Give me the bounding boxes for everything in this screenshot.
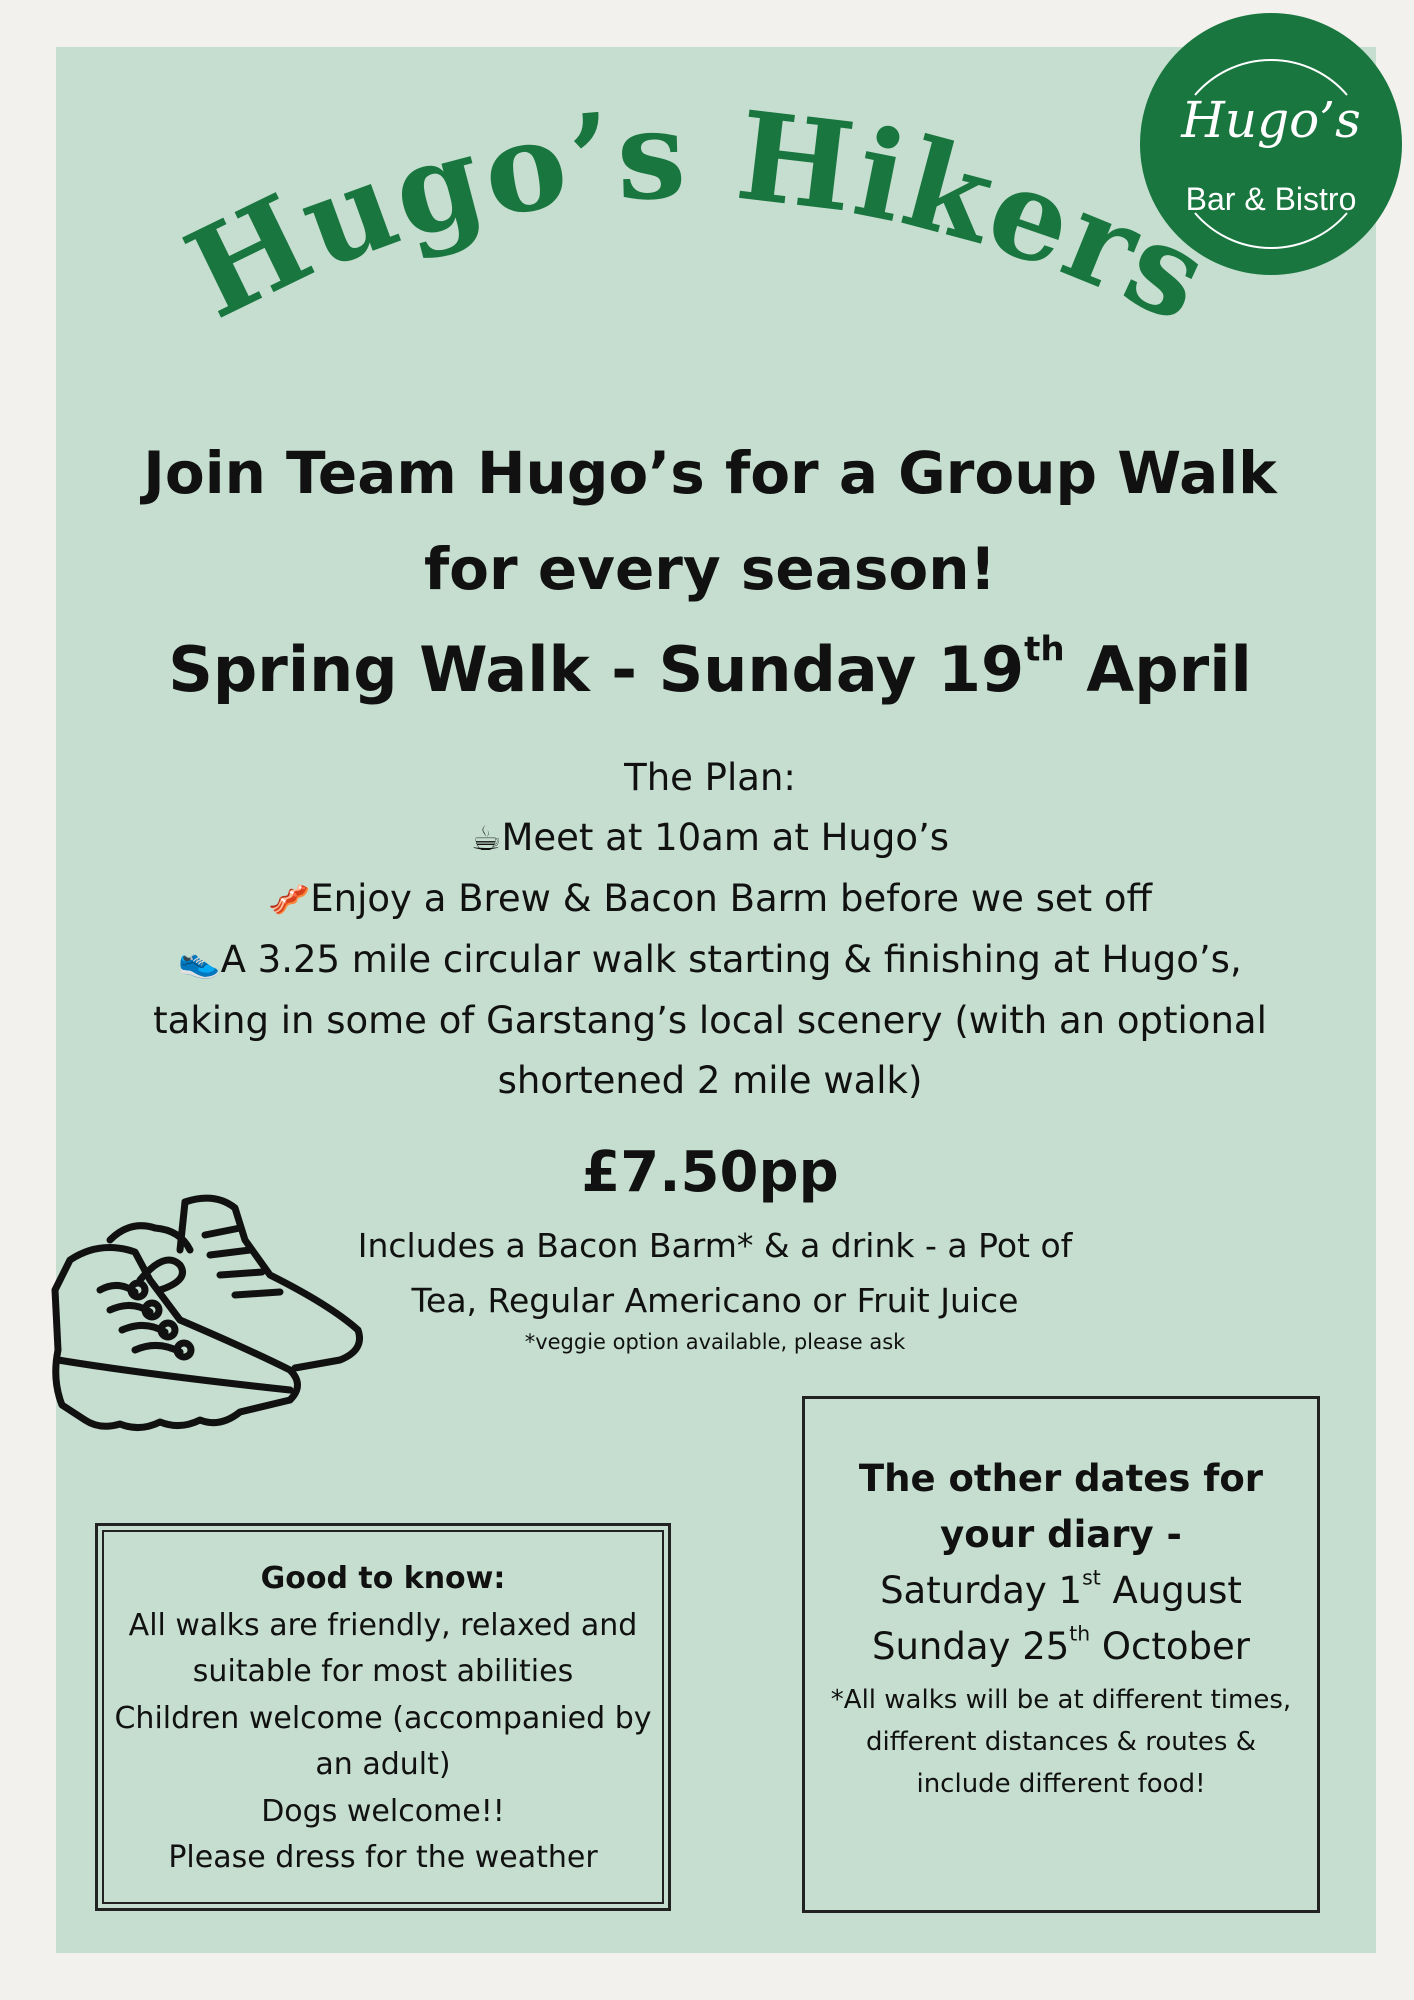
plan-title: The Plan:	[624, 756, 796, 799]
other-date-august: Saturday 1st August	[880, 1565, 1242, 1612]
good-to-know-line: Children welcome (accompanied by	[114, 1700, 652, 1736]
headline-arc	[0, 0, 1414, 420]
plan-section	[60, 748, 1360, 1111]
coffee-icon: ☕	[470, 819, 502, 859]
plan-item-walk: 👟A 3.25 mile circular walk starting & finishing at Hugo’s,	[178, 938, 1242, 981]
plan-item-walk-line3: shortened 2 mile walk)	[497, 1059, 923, 1102]
veggie-note: *veggie option available, please ask	[524, 1330, 906, 1354]
logo-subtitle: Bar & Bistro	[1185, 181, 1357, 217]
includes	[300, 1218, 1130, 1328]
intro-line2: for every season!	[423, 535, 997, 603]
good-to-know-content	[98, 1556, 668, 1882]
svg-text:Hugo’s Hikers	[166, 82, 1230, 351]
good-to-know-box	[95, 1523, 671, 1911]
spring-walk-title	[60, 629, 1360, 706]
good-to-know-line: suitable for most abilities	[192, 1654, 574, 1689]
includes-line2: Tea, Regular Americano or Fruit Juice	[411, 1281, 1019, 1320]
other-date-october: Sunday 25th October	[871, 1621, 1250, 1668]
other-dates-title: The other dates for your diary -	[858, 1457, 1264, 1556]
good-to-know-title: Good to know:	[260, 1561, 506, 1596]
good-to-know-line: Dogs welcome!!	[261, 1793, 505, 1829]
other-dates-box	[802, 1396, 1320, 1913]
spring-sup: th	[1024, 629, 1065, 670]
plan-item-brew: 🥓Enjoy a Brew & Bacon Barm before we set off	[267, 877, 1153, 920]
plan-item-meet: ☕Meet at 10am at Hugo’s	[470, 816, 950, 859]
good-to-know-line: an adult)	[315, 1747, 451, 1782]
intro	[60, 425, 1360, 617]
bacon-icon: 🥓	[267, 880, 311, 920]
good-to-know-line: Please dress for the weather	[168, 1840, 598, 1875]
includes-line1: Includes a Bacon Barm* & a drink - a Pot of	[357, 1226, 1073, 1265]
spring-suffix: April	[1064, 633, 1252, 706]
other-dates-note: *All walks will be at different times, different distances & routes & include different food!	[830, 1685, 1292, 1799]
shoe-icon: 👟	[178, 941, 221, 981]
headline: Hugo’s Hikers	[165, 81, 1231, 351]
hiking-boots-icon	[40, 1180, 380, 1460]
good-to-know-line: All walks are friendly, relaxed and	[128, 1607, 638, 1643]
plan-item-walk-line2: taking in some of Garstang’s local scenery (with an optional	[153, 999, 1267, 1042]
logo-script: Hugo’s	[1181, 91, 1361, 149]
intro-line1: Join Team Hugo’s for a Group Walk	[143, 439, 1277, 507]
spring-prefix: Spring Walk - Sunday 19	[168, 633, 1025, 706]
price: £7.50pp	[581, 1140, 839, 1205]
